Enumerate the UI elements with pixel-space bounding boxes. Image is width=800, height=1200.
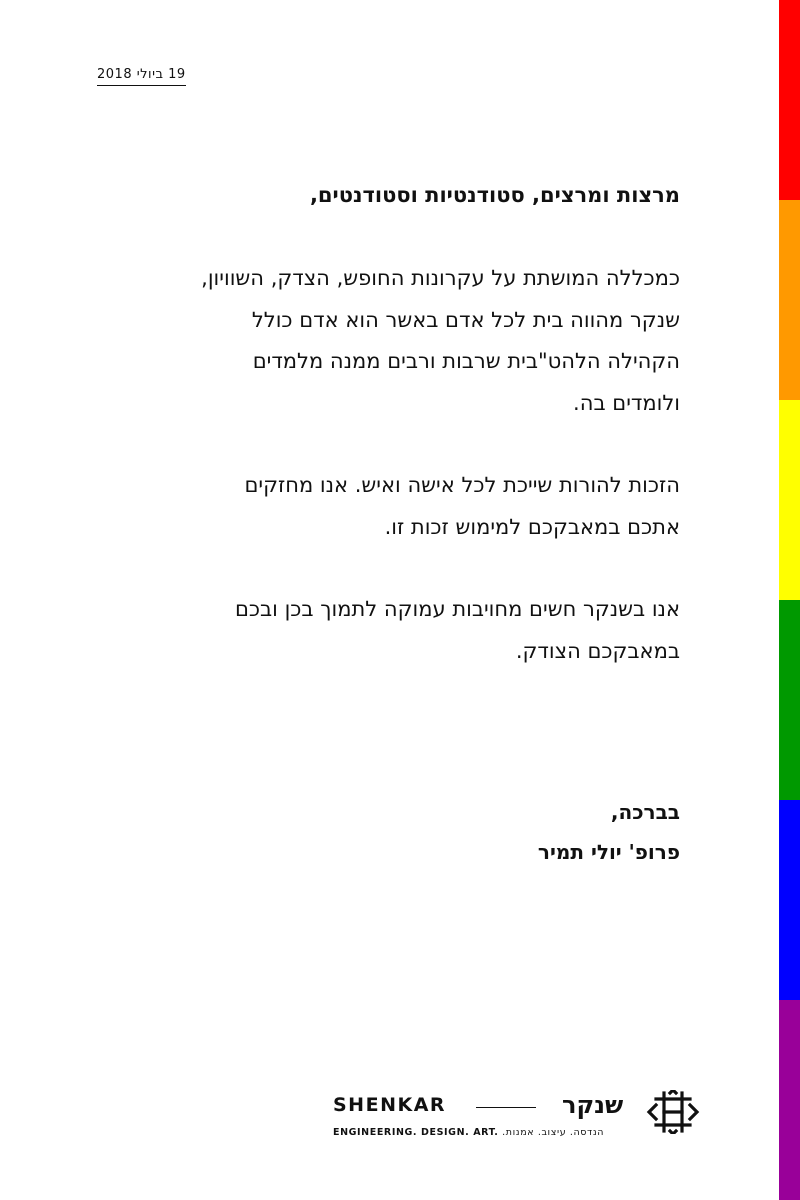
logo-divider xyxy=(476,1107,536,1108)
signature-name: פרופ' יולי תמיר xyxy=(537,840,680,864)
logo-name-en: SHENKAR xyxy=(333,1094,447,1116)
rainbow-band-blue xyxy=(779,800,800,1000)
signature-closing: בברכה, xyxy=(610,800,680,824)
letter-date: 19 ביולי 2018 xyxy=(97,67,186,86)
shenkar-logo xyxy=(333,1090,703,1140)
rainbow-stripe xyxy=(779,0,800,1200)
rainbow-band-purple xyxy=(779,1000,800,1200)
rainbow-band-red xyxy=(779,0,800,200)
rainbow-band-green xyxy=(779,600,800,800)
salutation: מרצות ומרצים, סטודנטיות וסטודנטים, xyxy=(309,183,680,207)
rainbow-band-orange xyxy=(779,200,800,400)
logo-name-he: שנקר xyxy=(562,1091,624,1119)
rainbow-band-yellow xyxy=(779,400,800,600)
paragraph-1: כמכללה המושתת על עקרונות החופש, הצדק, השוויון, שנקר מהווה בית לכל אדם באשר הוא אדם כולל הקהילה הלהט"בית שרבות ורבים ממנה מלמדים ולומדים בה. xyxy=(201,266,680,415)
letter-body xyxy=(80,176,680,713)
logo-tagline xyxy=(333,1127,604,1138)
logo-tagline-he: הנדסה. עיצוב. אמנות. xyxy=(502,1127,605,1138)
paragraph-3: אנו בשנקר חשים מחויבות עמוקה לתמוך בכן ובכם במאבקכם הצודק. xyxy=(235,597,680,663)
logo-tagline-en: ENGINEERING. DESIGN. ART. xyxy=(333,1127,499,1138)
shenkar-emblem-icon xyxy=(646,1090,700,1134)
signature-block xyxy=(538,792,680,872)
paragraph-2: הזכות להורות שייכת לכל אישה ואיש. אנו מחזקים אתכם במאבקכם למימוש זכות זו. xyxy=(244,473,680,539)
